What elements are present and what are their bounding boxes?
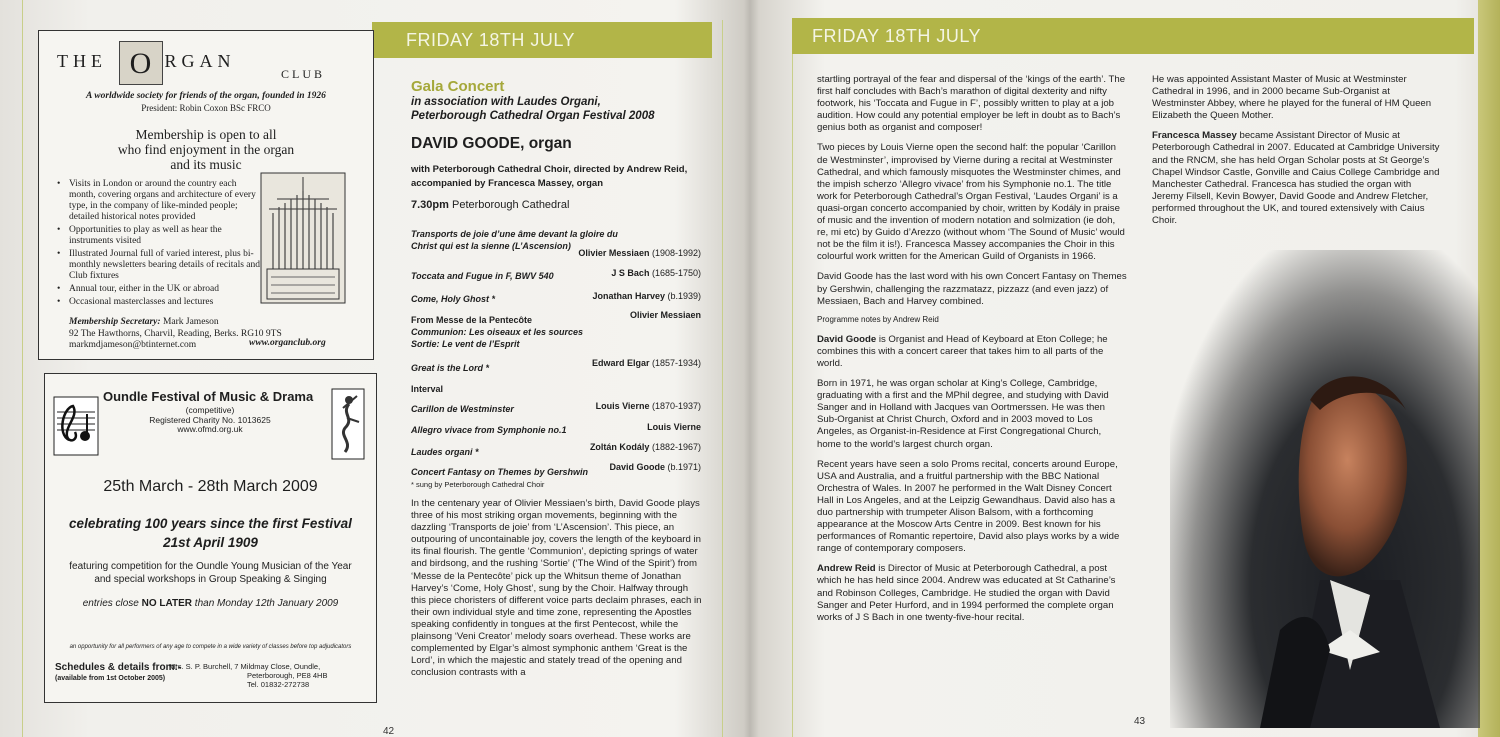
organ-club-president: President: Robin Coxon BSc FRCO xyxy=(141,103,271,113)
bio-paragraph: He was appointed Assistant Master of Music at Westminster Cathedral in 1996, and in 2000 became Sub-Organist at Westminster Abbey, where he played for the funeral of HM Queen Elizabeth the Queen Mother. xyxy=(1152,74,1432,122)
programme-item xyxy=(411,270,701,282)
composer-name: Olivier Messiaen xyxy=(578,248,650,258)
bio-paragraph xyxy=(817,563,1127,623)
day-header: FRIDAY 18TH JULY xyxy=(372,22,712,58)
programme-item xyxy=(411,424,701,436)
title-rest: RGAN xyxy=(164,51,236,72)
secretary-address: 92 The Hawthorns, Charvil, Reading, Berks. RG10 9TS xyxy=(69,328,282,339)
secretary-name: Mark Jameson xyxy=(162,317,219,327)
work-title: Transports de joie d’une âme devant la gloire du Christ qui est la sienne (L’Ascension) xyxy=(411,229,618,251)
composer xyxy=(647,422,701,432)
work-title: Sortie: Le vent de l’Esprit xyxy=(411,339,520,349)
association-text: in association with Laudes Organi, xyxy=(411,96,601,108)
page-number: 43 xyxy=(1134,716,1146,727)
performer-name: DAVID GOODE, organ xyxy=(411,135,572,152)
schedules-label: Schedules & details from:- xyxy=(55,662,182,673)
address-line: Mrs. S. P. Burchell, 7 Mildmay Close, Oundle, xyxy=(169,662,321,671)
programme-item xyxy=(411,326,701,338)
work-title: Carillon de Westminster xyxy=(411,404,514,414)
programme-item xyxy=(411,442,701,458)
choir-footnote: * sung by Peterborough Cathedral Choir xyxy=(411,480,545,489)
bio-text: is Organist and Head of Keyboard at Eton College; he combines this with a concert career that takes him to all parts of the world. xyxy=(817,333,1108,369)
notes-paragraph: In the centenary year of Olivier Messiaen’s birth, David Goode plays three of his most striking organ movements, beginning with the dazzling ‘Transports de joie’ from ‘L’Ascension’. This piece, an outpouring of uncontainable joy, covers the length of the keyboard in its final flourish. The gentle ‘Communion’, depicting springs of water and birdsong, and the rushing ‘Sortie’ (‘The Wind of the Spirit’) from ‘Messe de la Pentecôte’ pick up the Whitsun theme of Jonathan Harvey’s ‘Come, Holy Ghost’, sung by the Choir. Halfway through this piece choristers of different voice parts declaim phrases, each in their own individual style and time zone, representing the Apostles speaking confidently in tongues at the first Pentecost, while the plainsong ‘Veni Creator’ melody soars overhead. These works are complemented by Elgar’s almost symphonic anthem ‘Great is the Lord’, in which the majestic and stately tread of the opening and conclusion contrasts with a xyxy=(411,498,702,679)
bio-text: became Assistant Director of Music at Peterborough Cathedral in 2007. Educated at Cambridge University and the RNCM, she has held Organ Scholar posts at St George’s Chapel Windsor Castle, Gonville and Caius College Cambridge and Manchester Cathedral. Francesca has studied the organ with Jeremy Filsell, Kevin Bowyer, David Goode and Andrew Fletcher, performed throughout the UK, and toured extensively with Caius Choir. xyxy=(1152,130,1440,227)
organ-illustration xyxy=(257,169,349,307)
composer xyxy=(611,268,701,278)
margin-rule xyxy=(722,20,723,737)
composer-name: Zoltán Kodály xyxy=(589,442,650,452)
benefit-item: • Annual tour, either in the UK or abroad xyxy=(65,284,261,295)
concert-programme-heading xyxy=(411,78,706,211)
work-title: Toccata and Fugue in F, BWV 540 xyxy=(411,271,554,281)
work-title: Laudes organi * xyxy=(411,447,479,457)
schedules-info xyxy=(55,662,181,684)
centenary-date: 21st April 1909 xyxy=(163,535,258,550)
title-prefix: THE xyxy=(57,51,107,72)
work-title: Allegro vivace from Symphonie no.1 xyxy=(411,425,567,435)
programme-item xyxy=(411,358,701,374)
entries-deadline xyxy=(45,598,376,609)
oundle-heading: Oundle Festival of Music & Drama xyxy=(103,389,314,404)
day-header: FRIDAY 18TH JULY xyxy=(792,18,1474,54)
composer-name: Louis Vierne xyxy=(595,401,650,411)
page-number: 42 xyxy=(383,726,395,737)
composer-dates: (1882-1967) xyxy=(649,442,701,452)
featuring-line: featuring competition for the Oundle Young Musician of the Year xyxy=(69,561,352,572)
programme-item xyxy=(411,293,701,305)
programme-item xyxy=(411,383,701,395)
bio-paragraph xyxy=(1152,130,1444,227)
organ-club-advert xyxy=(38,30,374,360)
bio-paragraph: Recent years have seen a solo Proms recital, concerts around Europe, USA and Australia, and a fruitful partnership with the BBC National Orchestra of Wales. In 2007 he performed in the Walt Disney Concert Hall in Los Angeles, and at the Leipzig Gewandhaus. David also has a duo partnership with trumpeter Alison Balsom, with a forthcoming appearance at the Moscow Arts Centre in 2009. Best known for his performances of Romantic repertoire, David also plays works by a wide range of contemporary composers. xyxy=(817,458,1120,555)
time-venue xyxy=(411,199,706,211)
composer-dates: (b.1971) xyxy=(664,462,701,472)
centenary-line xyxy=(45,514,376,552)
bio-paragraph xyxy=(817,334,1127,370)
benefit-item: • Occasional masterclasses and lectures xyxy=(65,297,261,308)
composer xyxy=(592,358,701,368)
page-edge-strip xyxy=(1478,0,1500,737)
ornamental-initial: O xyxy=(119,41,163,85)
benefits-list xyxy=(65,179,261,310)
accompaniment-line: accompanied by Francesca Massey, organ xyxy=(411,178,604,189)
address-line: Peterborough, PE8 4HB xyxy=(247,671,328,680)
address-line: Tel. 01832-272738 xyxy=(247,680,310,689)
entries-pre: entries close xyxy=(82,598,142,609)
composer-dates: (1908-1992) xyxy=(649,248,701,258)
composer xyxy=(592,291,701,301)
oundle-details xyxy=(105,406,315,435)
composer xyxy=(596,401,701,411)
organ-club-tagline: A worldwide society for friends of the organ, founded in 1926 xyxy=(86,91,326,101)
programme-notes-part2 xyxy=(817,74,1127,632)
work-title: Communion: Les oiseaux et les sources xyxy=(411,327,584,337)
composer xyxy=(630,310,701,320)
charity-number: Registered Charity No. 1013625 xyxy=(149,414,271,425)
portrait-photo xyxy=(1170,250,1480,728)
notes-paragraph: startling portrayal of the fear and dispersal of the ‘kings of the earth’. The first half concludes with Bach’s marathon of digital dexterity and nifty footwork, his ‘Toccata and Fugue in F’, possibly written to play at a job audition. How could any potential employer be left in doubt as to Bach’s genius both as organist and composer! xyxy=(817,74,1126,134)
membership-statement xyxy=(39,127,373,172)
programme-item xyxy=(411,228,701,258)
benefit-item: • Visits in London or around the country each month, covering organs and architecture of every type, in the company of like-minded people; detailed historical notes provided xyxy=(65,179,261,223)
portrait-person-icon xyxy=(1170,250,1480,728)
notes-paragraph: Two pieces by Louis Vierne open the second half: the popular ‘Carillon de Westminster’, improvised by Vierne during a recital at Westminster Cathedral, and which famously misquotes the Westminster chimes, and the impish scherzo ‘Allegro vivace’ from his Symphonie no.1. The title work for Peterborough Cathedral’s Organ Festival, ‘Laudes Organi’ is a quasi-organ concerto accompanied by choir, written by Kodály in praise of music and the invention of modern notation and solmization (ie doh, re, mi etc) by Guido d’Arezzo (without whom ‘The Sound of Music’ would not be the film it is!). Francesca Massey accompanies the Choir in this colourful work written for the American Guild of Organists in 1966. xyxy=(817,142,1125,263)
organ-club-title xyxy=(57,41,236,85)
work-title: From Messe de la Pentecôte xyxy=(411,315,533,325)
organ-club-website: www.organclub.org xyxy=(249,338,326,348)
available-date: (available from 1st October 2005) xyxy=(55,675,166,682)
association-text: Peterborough Cathedral Organ Festival 2008 xyxy=(411,110,655,122)
notes-credit: Programme notes by Andrew Reid xyxy=(817,314,939,324)
bio-paragraph: Born in 1971, he was organ scholar at King’s College, Cambridge, graduating with a first and the MPhil degree, and studying with David Sanger and in Holland with Jacques van Oortmerssen. He was then Sub-Organist at Christ Church, Oxford and in 2003 moved to Los Angeles, as Organist-in-Residence at First Congregational Church, home to the world’s largest church organ. xyxy=(817,378,1109,450)
secretary-email: markmdjameson@btinternet.com xyxy=(69,340,197,350)
biography-column xyxy=(1152,74,1444,235)
membership-line: who find enjoyment in the organ xyxy=(117,142,295,157)
composer-name: David Goode xyxy=(609,462,665,472)
contact-address xyxy=(169,662,327,689)
programme-item xyxy=(411,403,701,415)
composer xyxy=(590,442,701,452)
membership-line: and its music xyxy=(170,157,242,172)
page-42 xyxy=(0,0,748,737)
programme-item xyxy=(411,310,701,326)
composer-name: Olivier Messiaen xyxy=(629,310,701,320)
bio-name: Andrew Reid xyxy=(817,563,876,575)
composer-dates: (b.1939) xyxy=(664,291,701,301)
festival-dates: 25th March - 28th March 2009 xyxy=(103,478,318,495)
accompaniment xyxy=(411,163,706,191)
gala-title: Gala Concert xyxy=(411,78,505,95)
composer-name: Louis Vierne xyxy=(647,422,701,432)
music-clef-icon xyxy=(53,396,99,456)
entries-bold: NO LATER xyxy=(141,598,193,609)
title-club: CLUB xyxy=(281,67,326,81)
programme-notes-part1 xyxy=(411,498,703,687)
association-line xyxy=(411,95,706,123)
bio-name: David Goode xyxy=(817,333,877,345)
composer-dates: (1870-1937) xyxy=(649,401,701,411)
composer-name: Edward Elgar xyxy=(591,358,650,368)
featuring-line: and special workshops in Group Speaking & Singing xyxy=(94,574,327,585)
secretary-label: Membership Secretary: xyxy=(69,317,161,327)
composer xyxy=(609,462,701,472)
featuring-text xyxy=(45,560,376,586)
centenary-text: celebrating 100 years since the first Festival xyxy=(69,516,352,531)
programme-item xyxy=(411,462,701,478)
oundle-festival-advert xyxy=(44,373,377,703)
composer-dates: (1685-1750) xyxy=(649,268,701,278)
concert-venue: Peterborough Cathedral xyxy=(451,199,570,211)
entries-post: than Monday 12th January 2009 xyxy=(192,598,339,609)
margin-rule xyxy=(22,0,23,737)
notes-paragraph: David Goode has the last word with his own Concert Fantasy on Themes by Gershwin, challenging the razzmatazz, pizzazz (and even jazz) of Messiaen, Bach and Harvey combined. xyxy=(817,271,1127,307)
concert-time: 7.30pm xyxy=(411,199,449,211)
opportunity-note: an opportunity for all performers of any age to compete in a wide variety of classes before top adjudicators xyxy=(69,644,352,650)
margin-rule xyxy=(792,20,793,737)
programme-item xyxy=(411,338,701,350)
competitive-label: (competitive) xyxy=(185,405,235,415)
composer-name: Jonathan Harvey xyxy=(592,291,665,301)
accompaniment-line: with Peterborough Cathedral Choir, directed by Andrew Reid, xyxy=(411,164,688,175)
benefit-item: • Opportunities to play as well as hear the instruments visited xyxy=(65,225,261,247)
work-title: Concert Fantasy on Themes by Gershwin xyxy=(411,467,589,477)
work-title: Come, Holy Ghost * xyxy=(411,294,496,304)
interval-label: Interval xyxy=(411,384,444,394)
benefit-item: • Illustrated Journal full of varied interest, plus bi-monthly newsletters bearing details of recitals and Club fixtures xyxy=(65,249,261,282)
work-title: Great is the Lord * xyxy=(411,363,490,373)
bio-name: Francesca Massey xyxy=(1152,130,1237,142)
composer xyxy=(578,248,701,258)
oundle-website: www.ofmd.org.uk xyxy=(177,424,243,434)
dancer-icon xyxy=(331,388,365,460)
composer-name: J S Bach xyxy=(611,268,650,278)
bio-text: is Director of Music at Peterborough Cathedral, a post which he has held since 2004. Andrew was educated at St Catharine’s and Robinson Colleges, Cambridge. He studied the organ with David Sanger and Peter Hurford, and in 1994 performed the complete organ works of J S Bach in one twenty-five-hour recital. xyxy=(817,563,1116,623)
membership-line: Membership is open to all xyxy=(135,127,277,142)
composer-dates: (1857-1934) xyxy=(649,358,701,368)
